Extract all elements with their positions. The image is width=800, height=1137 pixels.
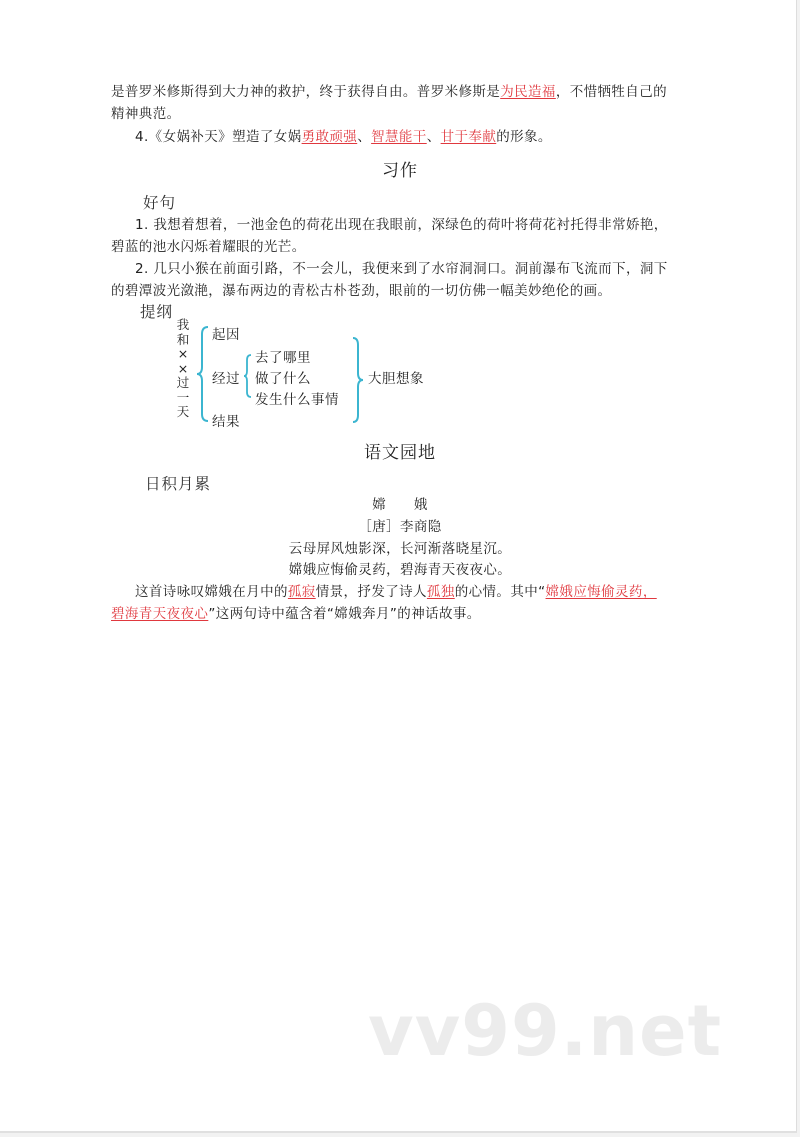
- answer-highlight: 孤寂: [287, 584, 316, 600]
- text: 的心情。其中“: [454, 584, 546, 600]
- section-title-garden: 语文园地: [364, 443, 436, 463]
- answer-highlight: 嫦娥应悔偷灵药，: [545, 584, 657, 600]
- poem-analysis: [135, 582, 657, 603]
- topic-char: 一: [176, 389, 190, 405]
- sentence-1-cont: 碧蓝的池水闪烁着耀眼的光芒。: [111, 239, 306, 255]
- topic-char: 和: [176, 331, 190, 347]
- poem-title: 嫦 娥: [372, 497, 428, 513]
- paragraph-line: 精神典范。: [111, 106, 181, 122]
- topic-char: ×: [177, 360, 189, 376]
- topic-char: 天: [176, 404, 190, 419]
- item-4: [135, 127, 552, 148]
- answer-highlight: 智慧能干: [371, 129, 427, 145]
- section-title-writing: 习作: [382, 161, 418, 181]
- outline-sub-item: 做了什么: [255, 371, 311, 387]
- answer-highlight: 为民造福: [500, 84, 556, 100]
- topic-char: 我: [176, 317, 190, 332]
- outline-middle: 经过: [212, 371, 240, 387]
- outline-sub-item: 去了哪里: [255, 350, 311, 366]
- topic-char: 过: [176, 375, 190, 390]
- left-brace-icon: [196, 326, 210, 422]
- text: ，不惜牺牲自己的: [555, 84, 668, 100]
- outline-sub-item: 发生什么事情: [255, 392, 339, 408]
- poem-line: 嫦娥应悔偷灵药，碧海青天夜夜心。: [288, 562, 512, 578]
- text: ”这两句诗中蕴含着“嫦娥奔月”的神话故事。: [208, 606, 481, 622]
- answer-highlight: 甘于奉献: [440, 129, 497, 145]
- paragraph-prometheus: [111, 82, 667, 103]
- sentence-2: 2. 几只小猴在前面引路，不一会儿，我便来到了水帘洞洞口。洞前瀑布飞流而下，洞下: [135, 261, 668, 277]
- text: 、: [426, 129, 441, 145]
- sentence-2-cont: 的碧潭波光潋滟，瀑布两边的青松古朴苍劲，眼前的一切仿佛一幅美妙绝伦的画。: [111, 283, 612, 299]
- text: 情景，抒发了诗人: [315, 584, 427, 600]
- outline-topic: [175, 318, 191, 420]
- poem-author: ［唐］李商隐: [358, 519, 442, 535]
- right-brace-icon: [351, 337, 365, 423]
- heading-daily-accumulation: 日积月累: [145, 475, 212, 493]
- outline-start: 起因: [212, 327, 240, 343]
- outline-note: 大胆想象: [368, 371, 424, 387]
- sentence-1: 1. 我想着想着，一池金色的荷花出现在我眼前，深绿色的荷叶将荷花衬托得非常娇艳，: [135, 217, 668, 233]
- answer-highlight: 孤独: [426, 584, 455, 600]
- poem-analysis-cont: [111, 604, 481, 625]
- topic-char: ×: [177, 346, 189, 361]
- heading-good-sentences: 好句: [143, 194, 177, 212]
- text: 的形象。: [496, 129, 552, 145]
- heading-outline: 提纲: [140, 303, 174, 321]
- text: 这首诗咏叹嫦娥在月中的: [135, 584, 288, 600]
- outline-end: 结果: [212, 414, 240, 430]
- middle-brace-icon: [243, 354, 253, 398]
- text: 是普罗米修斯得到大力神的救护，终于获得自由。普罗米修斯是: [111, 84, 501, 100]
- text: 、: [357, 129, 372, 145]
- answer-highlight: 碧海青天夜夜心: [111, 606, 209, 622]
- watermark: vv99.net: [368, 990, 723, 1072]
- answer-highlight: 勇敢顽强: [301, 129, 358, 145]
- text: 4.《女娲补天》塑造了女娲: [135, 129, 302, 145]
- poem-line: 云母屏风烛影深，长河渐落晓星沉。: [288, 541, 512, 557]
